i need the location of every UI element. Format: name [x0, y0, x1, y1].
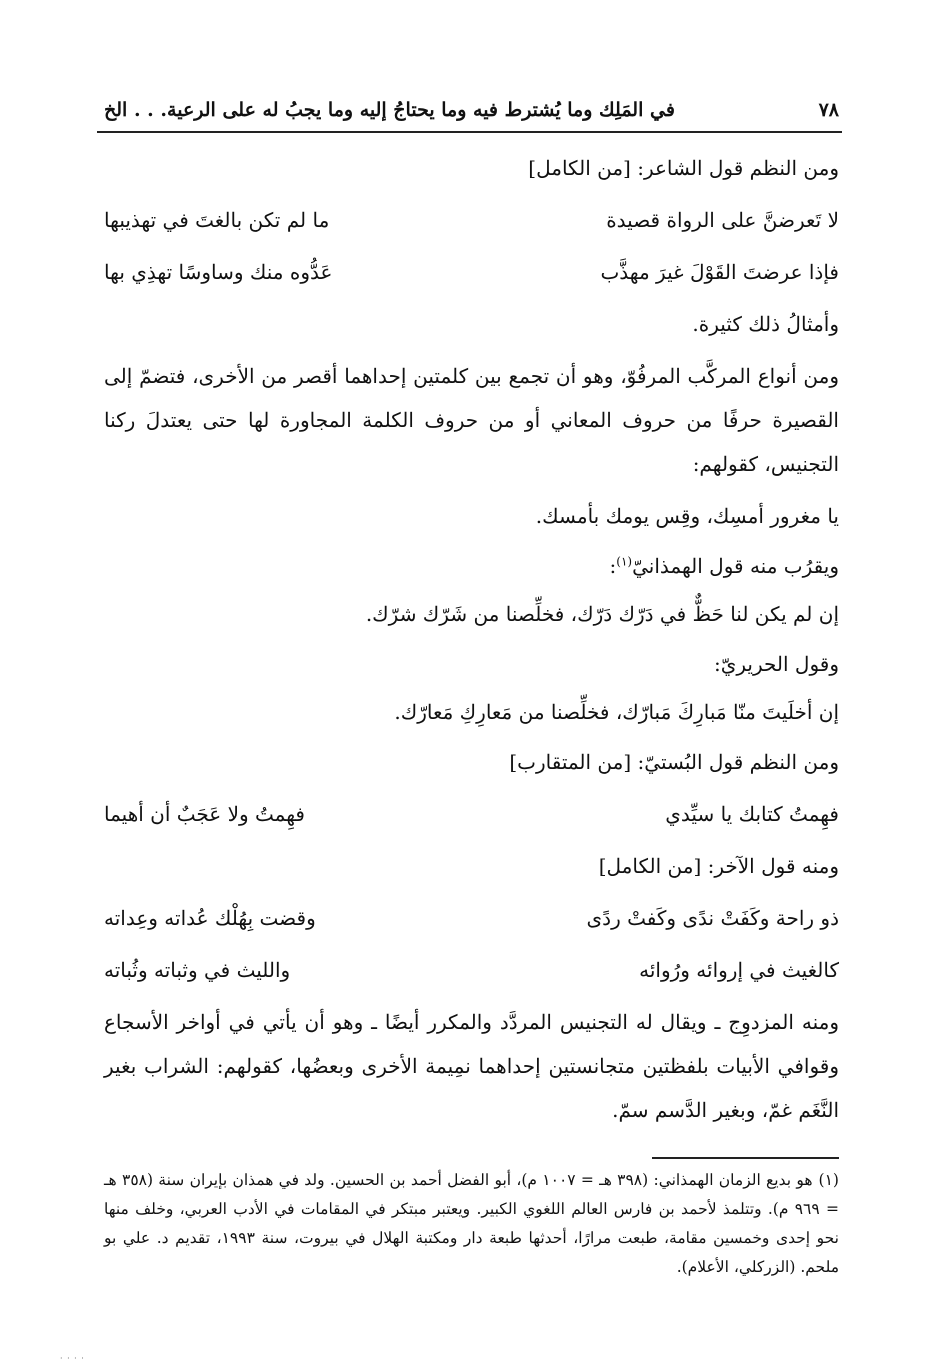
paragraph: وأمثالُ ذلك كثيرة. [692, 312, 839, 336]
verse-line [104, 198, 839, 242]
quoted-saying: إن أخلَيتَ منّا مَبارِكَ مَبارّك، فخلِّصنا من مَعارِكِ مَعارّك. [394, 700, 839, 724]
verse-first-hemistich: لا تَعرضنَّ على الرواة قصيدة [606, 208, 839, 232]
main-text [104, 146, 839, 1132]
footnote-reference[interactable]: (١) [616, 554, 633, 569]
verse-first-hemistich: فهِمتُ كتابك يا سيِّدي [665, 802, 839, 826]
verse-line [104, 250, 839, 294]
poem-intro: ومنه قول الآخر: [من الكامل] [598, 854, 839, 878]
page-number: ٧٨ [818, 99, 839, 121]
paragraph: ومنه المزدوِج ـ ويقال له التجنيس المردَّد والمكرر أيضًا ـ وهو أن يأتي في أواخر الأسجاع وقوافي الأبيات بلفظتين متجانستين إحداهما نمِيمة الأخرى وبعضُها، كقولهم: الشراب بغير النَّغَم غمّ، وبغير الدَّسم سمّ. [104, 1010, 839, 1122]
verse-line [104, 948, 839, 992]
verse-second-hemistich: فهِمتُ ولا عَجَبٌ أن أهيما [104, 802, 305, 826]
footnote-text-block [104, 1166, 839, 1282]
quote-intro: وقول الحريريّ: [713, 652, 839, 676]
header-rule [97, 131, 842, 133]
quoted-saying: يا مغرور أمسِك، وقِس يومك بأمسك. [535, 504, 839, 528]
footnote-rule [652, 1157, 839, 1159]
running-title: في المَلِك وما يُشترط فيه وما يحتاجُ إليه وما يجبُ له على الرعية. . . الخ [104, 99, 675, 121]
quote-intro [104, 544, 839, 588]
footnote [104, 1166, 839, 1282]
verse-second-hemistich: والليث في وثباته وثُباته [104, 958, 291, 982]
verse-first-hemistich: ذو راحة وكَفَتْ ندًى وكَفتْ ردًى [586, 906, 839, 930]
verse-second-hemistich: ما لم تكن بالغتَ في تهذيبها [104, 208, 330, 232]
footnote-text: هو بديع الزمان الهمذاني: (٣٩٨ هـ = ١٠٠٧ م)، أبو الفضل أحمد بن الحسين. ولد في همذان بإيران سنة (٣٥٨ هـ = ٩٦٩ م). وتتلمذ لأحمد بن فارس العالم اللغوي الكبير. ويعتبر مبتكر في المقامات في الأدب العربي، وخلف منها نحو إحدى وخمسين مقامة، طبعت مرارًا، أحدثها طبعة دار ومكتبة الهلال في بيروت، سنة ١٩٩٣، تقديم د. علي بو ملحم. (الزركلي، الأعلام). [104, 1171, 839, 1276]
scan-mark: · · · · [60, 1354, 85, 1363]
poem-intro: ومن النظم قول البُستيّ: [من المتقارب] [509, 750, 839, 774]
quote-intro-colon: : [609, 554, 617, 578]
verse-line [104, 896, 839, 940]
verse-second-hemistich: عَدُّوه منك وساوسًا تهذِي بها [104, 260, 333, 284]
page-header [104, 92, 839, 128]
verse-line [104, 792, 839, 836]
quote-intro-text: ويقرُب منه قول الهمذانيّ [632, 554, 839, 578]
footnote-number: (١) [818, 1171, 839, 1189]
poem-intro: ومن النظم قول الشاعر: [من الكامل] [528, 156, 839, 180]
verse-first-hemistich: كالغيث في إروائه ورُوائه [639, 958, 839, 982]
verse-first-hemistich: فإذا عرضتَ القَوْلَ غيرَ مهذَّب [600, 260, 839, 284]
paragraph: ومن أنواع المركَّب المرفُوّ، وهو أن تجمع بين كلمتين إحداهما أقصر من الأخرى، فتضمّ إلى القصيرة حرفًا من حروف المعاني أو من حروف الكلمة المجاورة لها حتى يعتدلَ ركنا التجنيس، كقولهم: [104, 364, 839, 476]
verse-second-hemistich: وقضت بِهُلْك عُداته وعِداته [104, 906, 316, 930]
quoted-saying: إن لم يكن لنا حَظٌّ في دَرّك دَرّك، فخلِّصنا من شَرّك شرّك. [365, 602, 839, 626]
